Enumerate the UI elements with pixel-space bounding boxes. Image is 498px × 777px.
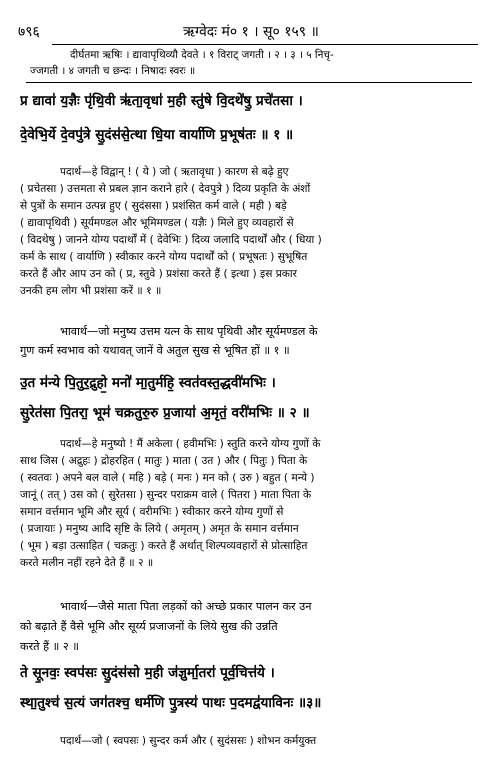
mantra-line: सु॒रेत॑सा पि॒तरा॒ भूम॑ चक्रतुरु॒रु प्र॒जाया॑ अ॒मृतं॒ वरी॑मभिः ॥ २ ॥ xyxy=(20,405,310,421)
text-line: ( विदथेषु ) जानने योग्य पदार्थों में ( देवेभिः ) दिव्य जलादि पदार्थों और ( धिया ) xyxy=(20,234,322,246)
running-header xyxy=(18,22,484,44)
preamble xyxy=(30,47,476,79)
mantra-line: ते सू॒नवः॒ स्वप॑सः सु॒दंस॑सो म॒ही ज॑ज्ञुर्मा॒तरा॑ पूर्व॒चित्त॑ये । xyxy=(20,665,275,681)
bhavartha-1 xyxy=(20,322,480,360)
mantra-line: दे॒वेभि॒र्ये दे॒वपु॑त्रे सु॒दंस॑से॒त्था धि॒या वार्या॑णि प्र॒भूष॑तः ॥ १ ॥ xyxy=(20,127,294,143)
padartha-3 xyxy=(20,733,480,750)
preamble-rule xyxy=(26,82,472,83)
text-line: से पुत्रों के समान उत्पन्न हुए ( सुदंससा ) प्रशंसित कर्म वाले ( मही ) बड़े xyxy=(20,200,287,212)
text-line: ( द्यावापृथिवी ) सूर्यमण्डल और भूमिमण्डल ( यज्ञैः ) मिले हुए व्यवहारों से xyxy=(20,217,294,229)
mantra-line: स्था॒तुश्च॑ स॒त्यं जग॑तश्च॒ धर्म॑णि पु॒त्रस्य॑ पाथः प॒दमद्व॑याविनः ॥३॥ xyxy=(20,695,322,711)
mantra-2 xyxy=(20,373,480,423)
text-line: जानूं ( तत् ) उस को ( सुरेतसा ) सुन्दर पराक्रम वाले ( पितरा ) माता पिता के xyxy=(20,489,312,501)
text-line: गुण कर्म स्वभाव को यथावत् जानें वे अतुल सुख से भूषित हों ॥ १ ॥ xyxy=(20,344,290,357)
page-number: ७९६ xyxy=(18,24,40,40)
bhavartha-2 xyxy=(20,597,480,657)
text-line: ( भूम ) बड़ा उत्साहित ( चक्रतुः ) करते हैं अर्थात् शिल्पव्यवहारों से प्रोत्साहित xyxy=(20,540,308,552)
mantra-3 xyxy=(20,663,480,713)
text-line: भावार्थ—जो मनुष्य उत्तम यत्न के साथ पृथिवी और सूर्यमण्डल के xyxy=(60,325,318,338)
text-line: ( प्रचेतसा ) उत्तमता से प्रबल ज्ञान कराने हारे ( देवपुत्रे ) दिव्य प्रकृति के अंशों xyxy=(20,183,311,195)
text-line: भावार्थ—जैसे माता पिता लड़कों को अच्छे प्रकार पालन कर उन xyxy=(60,600,312,613)
text-line: को बढ़ाते हैं वैसे भूमि और सूर्य्य प्रजाजनों के लिये सुख की उन्नति xyxy=(20,620,278,633)
text-line: ( स्वतवः ) अपने बल वाले ( महि ) बड़े ( मनः ) मन को ( उरु ) बहुत ( मन्ये ) xyxy=(20,472,315,484)
text-line: साथ जिस ( अद्रुहः ) द्रोहरहित ( मातुः ) माता ( उत ) और ( पितुः ) पिता के xyxy=(20,455,308,467)
padartha-1 xyxy=(20,164,480,300)
preamble-line: ज्जगती । ४ जगती च छन्दः । निषादः स्वरः ॥ xyxy=(30,65,196,77)
mantra-1 xyxy=(20,91,480,145)
mantra-line: उ॒त म॑न्ये पि॒तुर॒द्रुहो॒ मनो॑ मा॒तुर्महि॒ स्वत॑वस्त॒द्धवी॑मभिः । xyxy=(20,375,276,391)
padartha-2 xyxy=(20,436,480,572)
text-line: करते हैं और आप उन को ( प्र, स्तुवे ) प्रशंसा करते हैं ( इत्था ) इस प्रकार xyxy=(20,268,298,280)
text-line: पदार्थ—हे विद्वान् ! ( ये ) जो ( ऋतावृधा ) कारण से बढ़े हुए xyxy=(60,166,289,178)
text-line: समान वर्त्तमान भूमि और सूर्य ( वरीमभिः ) स्वीकार करने योग्य गुणों से xyxy=(20,506,284,518)
text-line: उनकी हम लोग भी प्रशंसा करें ॥ १ ॥ xyxy=(20,285,162,297)
mantra-line: प्र द्यावा॑ य॒ज्ञैः पृ॑थि॒वी ऋ॑ता॒वृधा॑ म॒ही स्तु॑षे वि॒दथे॑षु॒ प्रचे॑तसा । xyxy=(20,93,303,109)
text-line: करते हैं ॥ २ ॥ xyxy=(20,640,79,653)
header-rule xyxy=(52,44,478,45)
text-line: पदार्थ—जो ( स्वपसः ) सुन्दर कर्म और ( सुदंससः ) शोभन कर्मयुक्त xyxy=(60,735,317,747)
text-line: कर्म के साथ ( वार्याणि ) स्वीकार करने योग्य पदार्थों को ( प्रभूषतः ) सुभूषित xyxy=(20,251,308,263)
text-line: करते मलीन नहीं रहने देते हैं ॥ २ ॥ xyxy=(20,557,154,569)
preamble-line: दीर्घतमा ऋषिः । द्यावापृथिव्यौ देवते । १ विराट् जगती । २ । ३ । ५ निचृ- xyxy=(70,49,334,61)
running-title: ऋग्वेदः मं० १ । सू० १५९ ॥ xyxy=(183,24,319,40)
text-line: ( प्रजायाः ) मनुष्य आदि सृष्टि के लिये ( अमृतम् ) अमृत के समान वर्त्तमान xyxy=(20,523,299,535)
text-line: पदार्थ—हे मनुष्यो ! मैं अकेला ( हवीमभिः ) स्तुति करने योग्य गुणों के xyxy=(60,438,321,450)
